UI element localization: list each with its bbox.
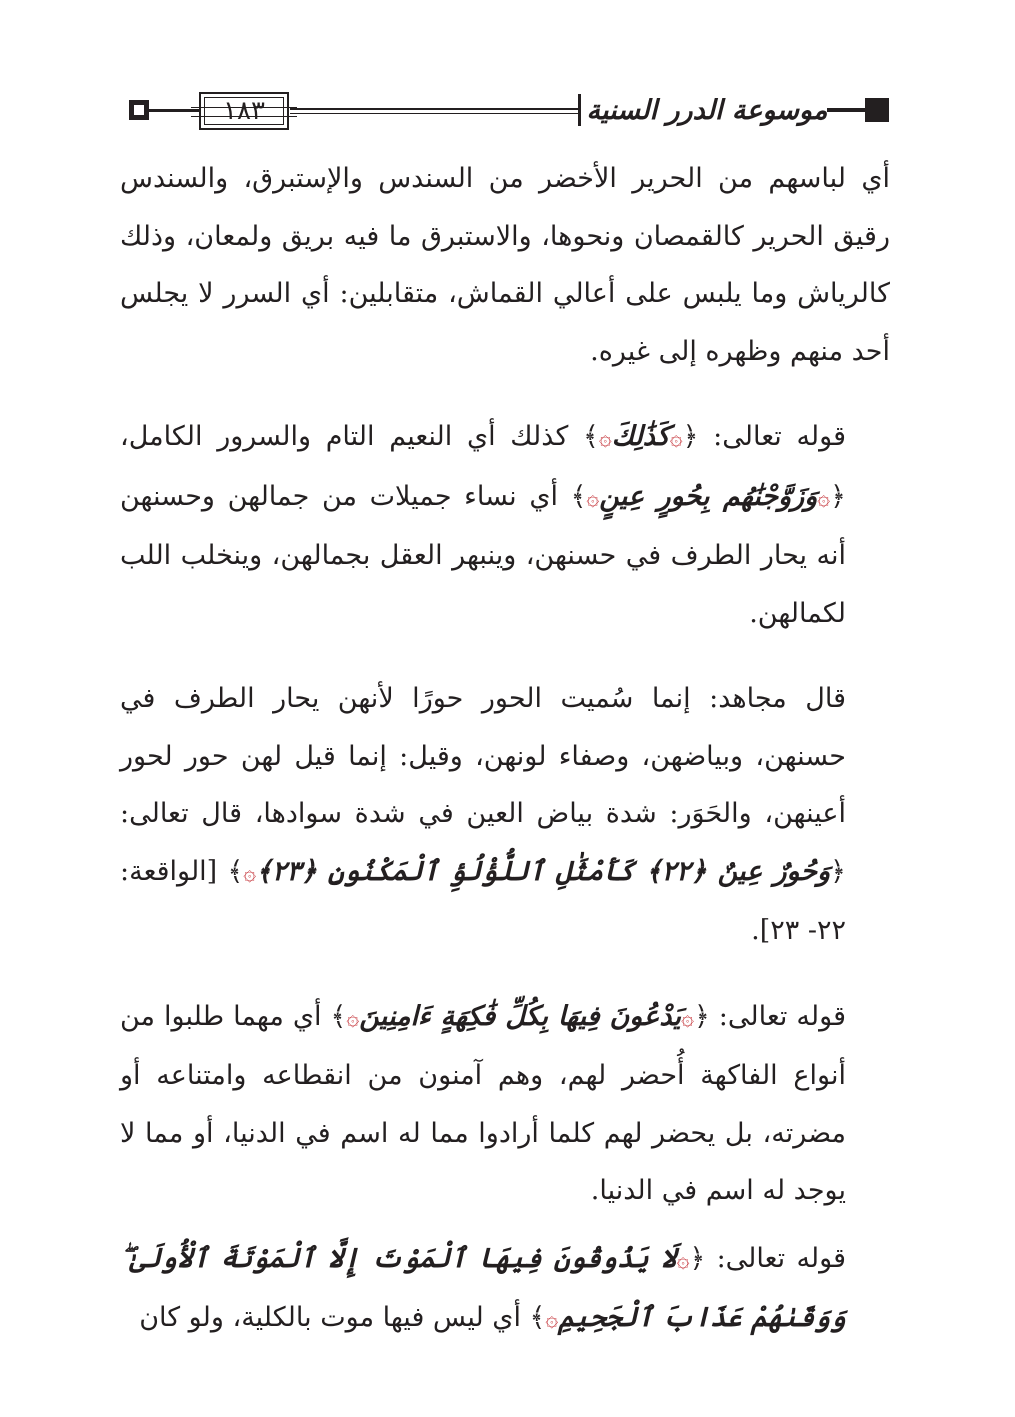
verse-ornament-icon: ۞ — [243, 860, 257, 886]
header-rule — [149, 109, 199, 112]
paragraph-4 — [120, 988, 890, 1220]
verse-ornament-icon: ۞ — [545, 1307, 559, 1332]
paragraph-2 — [120, 408, 890, 642]
quran-quote: يَدْعُونَ فِيهَا بِكُلِّ فَٰكِهَةٍ ءَامِنِينَ — [359, 1000, 682, 1032]
quran-quote: لَا يَذُوقُونَ فِيهَا ٱلْمَوْتَ إِلَّا ٱلْمَوْتَةَ ٱلْأُولَىٰ ۖ وَوَقَىٰهُمْ عَذَابَ ٱلْجَحِيمِ — [120, 1242, 846, 1333]
quran-quote: وَزَوَّجْنَٰهُم بِحُورٍ عِينٍ — [599, 480, 818, 512]
verse-ornament-icon: ۞ — [598, 426, 612, 451]
paragraph-text: قال مجاهد: إنما سُميت الحور حورًا لأنهن يحار الطرف في حسنهن، وبياضهن، وصفاء لونهن، وقيل: إنما قيل لهن حور لحور أعينهن، والحَوَر: شدة بياض العين في شدة سوادها، قال تعالى: ﴿ — [120, 683, 846, 887]
paragraph-text: ﴾ أي مهما طلبوا من أنواع الفاكهة أُحضر لهم، وهم آمنون من انقطاعه وامتناعه أو مضرته، بل يحضر لهم كلما أرادوا مما له اسم في الدنيا، أو مما لا يوجد له اسم في الدنيا. — [120, 1000, 846, 1206]
paragraph-5 — [120, 1230, 890, 1349]
header-tick — [578, 94, 581, 126]
paragraph-3 — [120, 670, 890, 960]
paragraph-text: ﴾ [الواقعة: ٢٢- ٢٣]. — [120, 855, 846, 946]
header-square-outline — [129, 100, 149, 120]
verse-ornament-icon: ۞ — [669, 426, 683, 451]
header-rule-right — [827, 108, 865, 112]
header-double-rule — [290, 108, 580, 110]
verse-ornament-icon: ۞ — [676, 1247, 690, 1273]
book-title: موسوعة الدرر السنية — [586, 94, 828, 126]
header-double-rule-lower — [290, 113, 580, 114]
page-body — [120, 150, 890, 1349]
verse-ornament-icon: ۞ — [586, 485, 600, 511]
paragraph-text: قوله تعالى: ﴿ — [689, 1242, 846, 1274]
verse-ornament-icon: ۞ — [817, 485, 831, 511]
page-number-frame — [199, 92, 289, 130]
paragraph-text: ﴾ أي ليس فيها موت بالكلية، ولو كان — [139, 1302, 546, 1333]
page-header — [125, 88, 890, 138]
paragraph-text: ﴾ أي نساء جميلات من جمالهن وحسنهن أنه يحار الطرف في حسنهن، وينبهر العقل بجمالهن، وينخلب اللب لكمالهن. — [120, 480, 846, 629]
paragraph-1 — [120, 150, 890, 380]
page-number: ١٨٣ — [223, 96, 265, 126]
paragraph-text: ﴾ كذلك أي النعيم التام والسرور الكامل، ﴿ — [120, 421, 846, 512]
verse-ornament-icon: ۞ — [681, 1005, 694, 1031]
paragraph-text: قوله تعالى: ﴿ — [682, 421, 846, 452]
paragraph-text: قوله تعالى: ﴿ — [693, 1000, 846, 1032]
quran-quote: وَحُورٌ عِينٌ ﴿٢٢﴾ كَأَمْثَٰلِ ٱللُّؤْلُؤِ ٱلْمَكْنُونِ ﴿٢٣﴾ — [256, 855, 831, 887]
header-square-filled — [865, 98, 889, 122]
paragraph-text: أي لباسهم من الحرير الأخضر من السندس والإستبرق، والسندس رقيق الحرير كالقمصان ونحوها، والاستبرق ما فيه بريق ولمعان، وذلك كالرياش وما يلبس على أعالي القماش، متقابلين: أي السرر لا يجلس أحد منهم وظهره إلى غيره. — [120, 163, 890, 367]
verse-ornament-icon: ۞ — [346, 1005, 360, 1031]
quran-quote: كَذَٰلِكَ — [611, 421, 670, 452]
